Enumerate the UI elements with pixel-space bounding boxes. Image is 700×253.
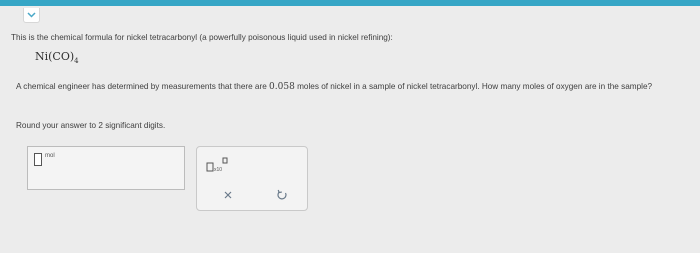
undo-button[interactable] [275, 188, 289, 202]
x10-icon [204, 156, 230, 174]
svg-text:x10: x10 [214, 167, 223, 173]
question-before: A chemical engineer has determined by measurements that there are [16, 82, 270, 91]
clear-button[interactable] [222, 189, 234, 201]
formula-base: Ni(CO) [35, 50, 75, 63]
answer-area [27, 146, 185, 190]
formula-subscript: 4 [74, 57, 79, 66]
question-value: 0.058 [269, 82, 295, 92]
question-text [16, 80, 686, 94]
answer-input[interactable] [34, 153, 42, 166]
close-icon [222, 189, 234, 201]
instruction-text: Round your answer to 2 significant digits. [16, 121, 166, 130]
intro-text: This is the chemical formula for nickel tetracarbonyl (a powerfully poisonous liquid used in nickel refining): [11, 33, 393, 42]
tool-panel [196, 146, 308, 211]
question-after: moles of nickel in a sample of nickel tetracarbonyl. How many moles of oxygen are in the sample? [294, 82, 653, 91]
chemical-formula [35, 50, 79, 65]
top-accent-bar [0, 0, 700, 6]
collapse-toggle[interactable] [23, 8, 40, 23]
answer-unit: mol [45, 153, 55, 159]
scientific-notation-button[interactable] [204, 156, 230, 174]
chevron-down-icon [27, 12, 36, 18]
undo-icon [275, 188, 289, 202]
